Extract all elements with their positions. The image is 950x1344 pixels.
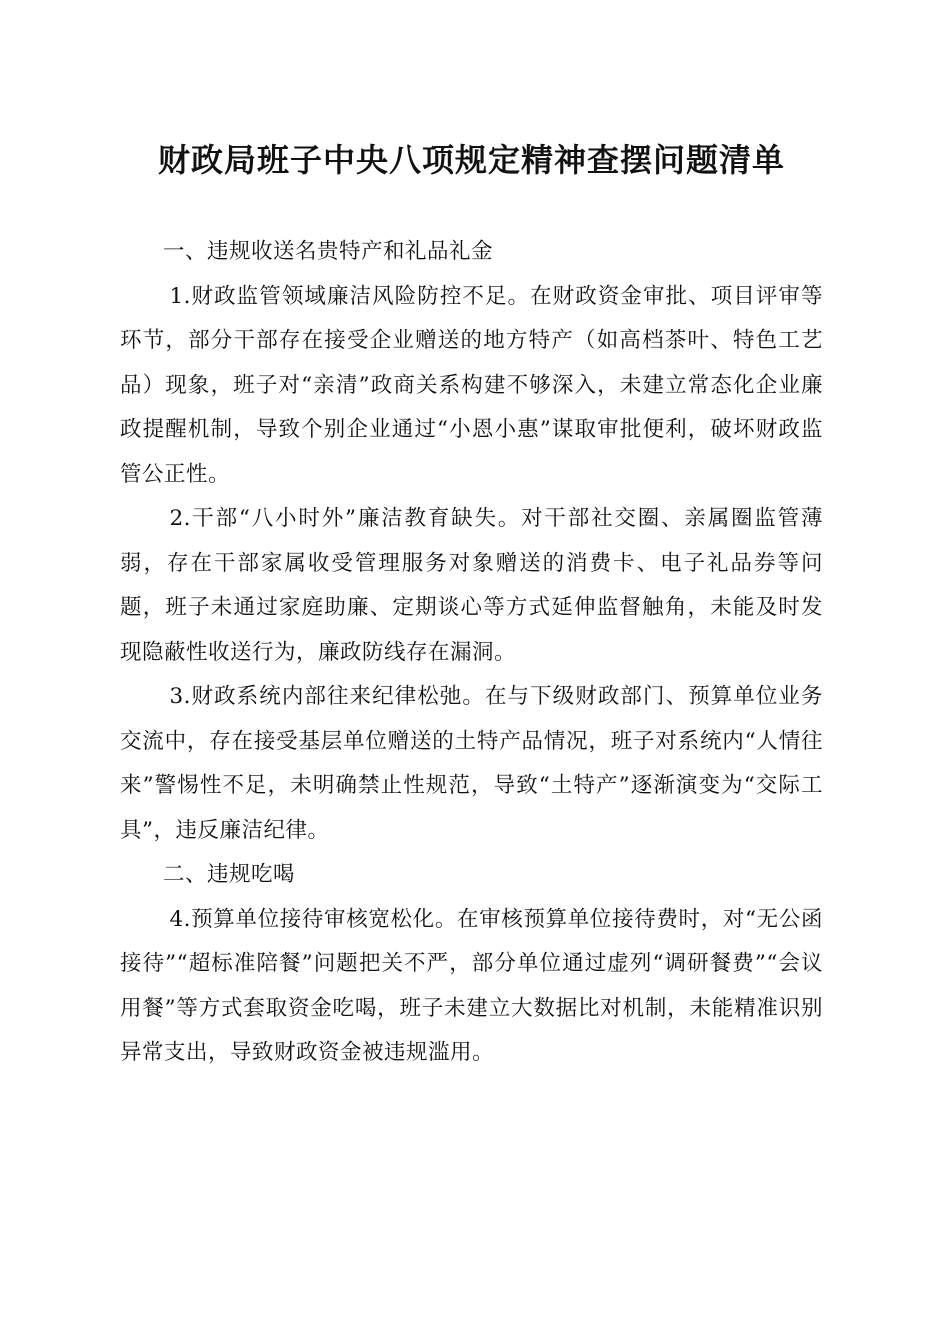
document-title: 财政局班子中央八项规定精神查摆问题清单 [157,141,785,179]
paragraph-item-2: 2.干部“八小时外”廉洁教育缺失。对干部社交圈、亲属圈监管薄弱，存在干部家属收受管理服务对象赠送的消费卡、电子礼品券等问题，班子未通过家庭助廉、定期谈心等方式延伸监督触角，未能及时发现隐蔽性收送行为，廉政防线存在漏洞。 [120,506,823,665]
document-body [120,230,823,1076]
section-heading-1: 一、违规收送名贵特产和礼品礼金 [163,239,494,264]
section-heading-2: 二、违规吃喝 [163,862,296,887]
paragraph-item-3: 3.财政系统内部往来纪律松弛。在与下级财政部门、预算单位业务交流中，存在接受基层单位赠送的土特产品情况，班子对系统内“人情往来”警惕性不足，未明确禁止性规范，导致“土特产”逐渐演变为“交际工具”，违反廉洁纪律。 [120,684,823,843]
paragraph-item-4: 4.预算单位接待审核宽松化。在审核预算单位接待费时，对“无公函接待”“超标准陪餐”问题把关不严，部分单位通过虚列“调研餐费”“会议用餐”等方式套取资金吃喝，班子未建立大数据比对机制，未能精准识别异常支出，导致财政资金被违规滥用。 [120,906,823,1065]
paragraph-item-1: 1.财政监管领域廉洁风险防控不足。在财政资金审批、项目评审等环节，部分干部存在接受企业赠送的地方特产（如高档茶叶、特色工艺品）现象，班子对“亲清”政商关系构建不够深入，未建立常态化企业廉政提醒机制，导致个别企业通过“小恩小惠”谋取审批便利，破坏财政监管公正性。 [120,283,823,487]
